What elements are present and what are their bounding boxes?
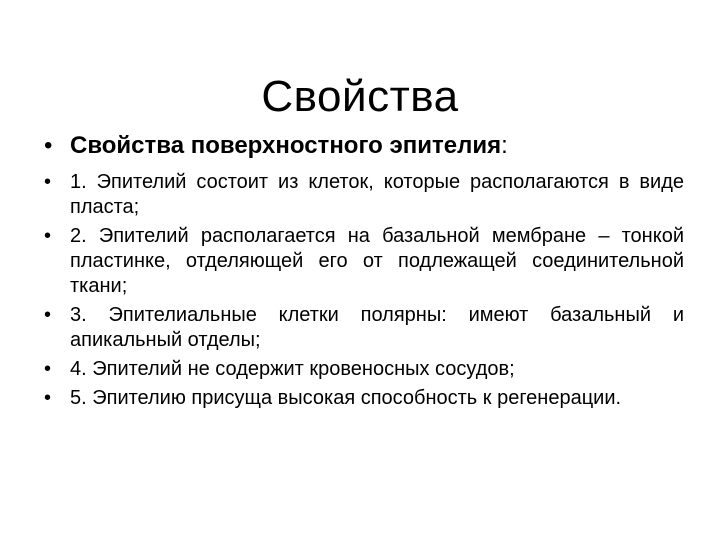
slide-content [44, 130, 684, 415]
bullet-icon: • [44, 304, 52, 326]
bullet-icon: • [44, 358, 52, 380]
list-item-text: 4. Эпителий не содержит кровеносных сосудов; [70, 358, 515, 380]
list-item-text: 5. Эпителию присуща высокая способность к регенерации. [70, 387, 622, 409]
section-heading-text [70, 130, 508, 162]
list-item [44, 170, 684, 220]
properties-list [44, 170, 684, 411]
slide-title: Свойства [261, 72, 459, 122]
section-heading-colon: : [501, 132, 508, 159]
section-heading-label: Свойства поверхностного эпителия [70, 132, 502, 159]
list-item [44, 303, 684, 353]
list-item-text: 2. Эпителий располагается на базальной мембране – тонкой пластинке, отделяющей его от подлежащей соединительной ткани; [70, 225, 684, 297]
list-item [44, 224, 684, 299]
list-item [44, 386, 684, 411]
bullet-icon: • [44, 225, 52, 247]
bullet-icon: • [44, 132, 53, 159]
list-item-text: 1. Эпителий состоит из клеток, которые располагаются в виде пласта; [70, 171, 684, 218]
list-item-text: 3. Эпителиальные клетки полярны: имеют базальный и апикальный отделы; [70, 304, 684, 351]
bullet-icon: • [44, 387, 52, 409]
section-heading [44, 130, 684, 162]
bullet-icon: • [44, 171, 52, 193]
list-item [44, 357, 684, 382]
